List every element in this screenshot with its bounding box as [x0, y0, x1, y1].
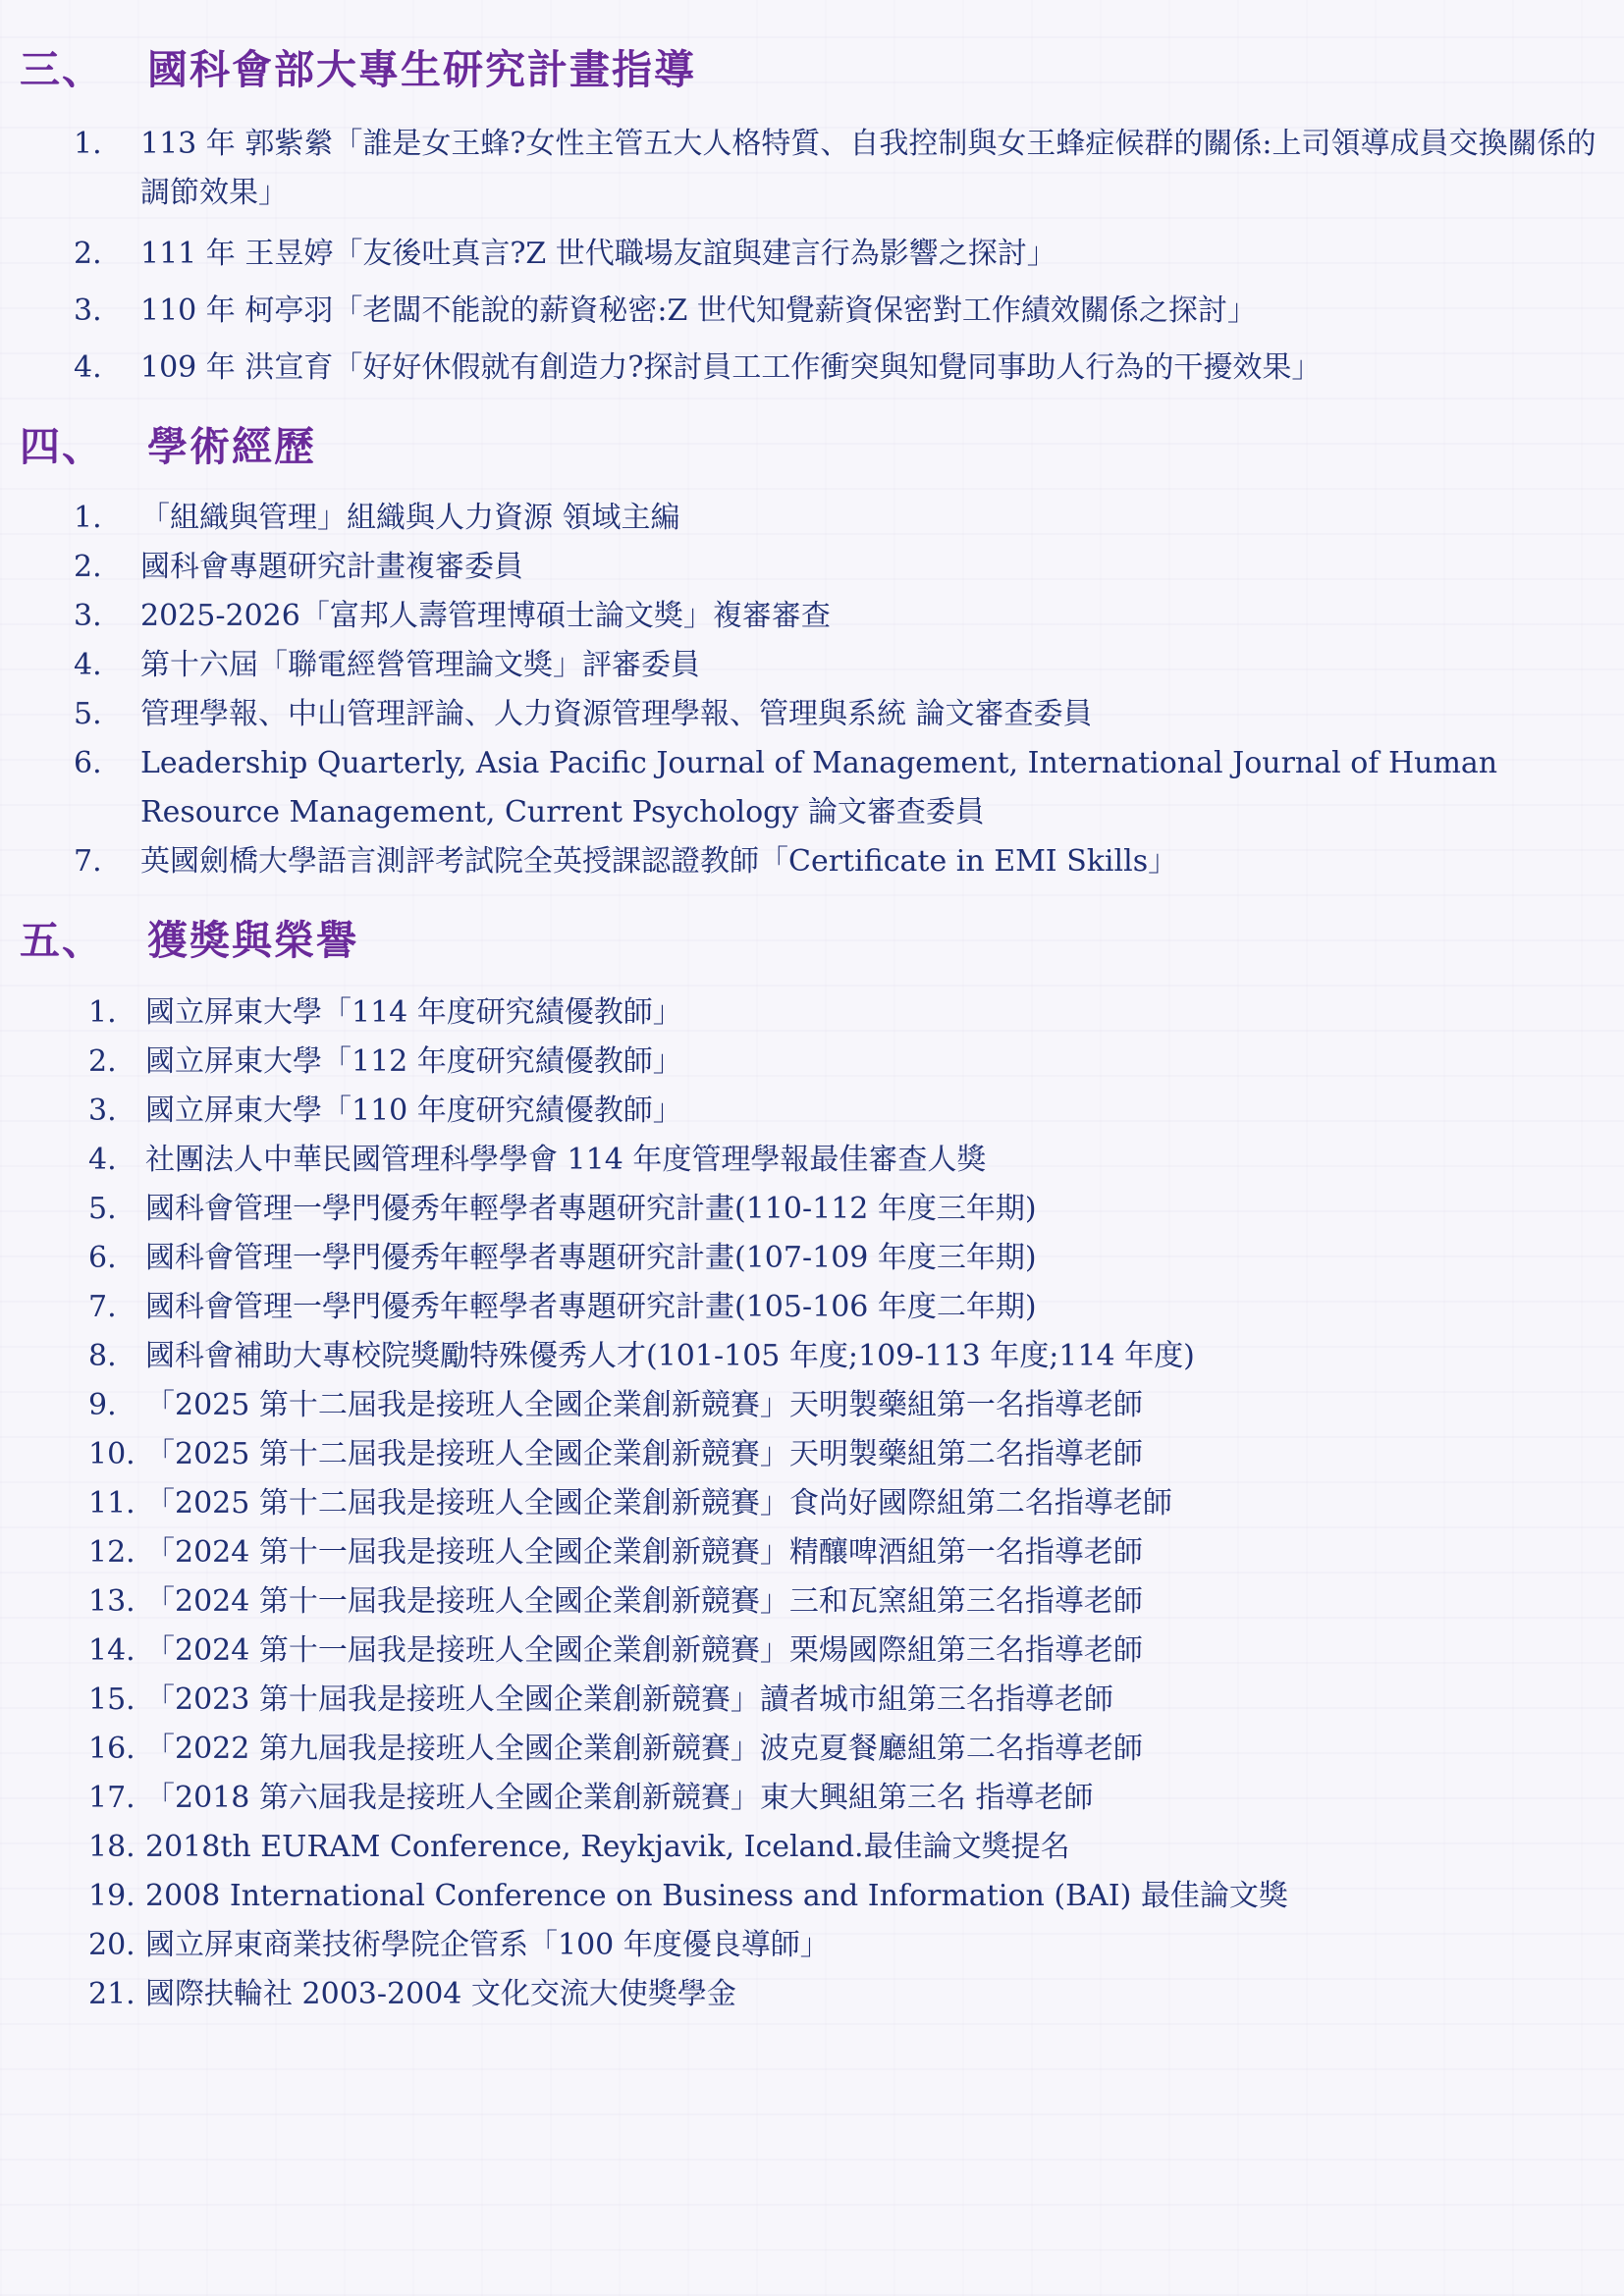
list-item — [88, 1676, 1610, 1725]
section-title: 獲獎與榮譽 — [147, 917, 358, 964]
item-text: 「2024 第十一屆我是接班人全國企業創新競賽」栗煬國際組第三名指導老師 — [145, 1633, 1143, 1668]
item-number: 3. — [74, 294, 102, 328]
section-number: 五、 — [20, 917, 104, 964]
section-title: 學術經歷 — [147, 423, 316, 470]
item-number: 14. — [88, 1633, 135, 1668]
item-number: 6. — [74, 746, 102, 780]
item-text: 「2025 第十二屆我是接班人全國企業創新競賽」食尚好國際組第二名指導老師 — [145, 1486, 1172, 1521]
list-item — [88, 1970, 1610, 2019]
item-text: 「2022 第九屆我是接班人全國企業創新競賽」波克夏餐廳組第二名指導老師 — [145, 1732, 1143, 1766]
section-number: 三、 — [20, 46, 104, 93]
item-number: 1. — [74, 127, 102, 161]
item-text: 「2024 第十一屆我是接班人全國企業創新競賽」三和瓦窯組第三名指導老師 — [145, 1584, 1143, 1619]
item-number: 10. — [88, 1437, 135, 1471]
list-item — [74, 543, 1615, 592]
list-item — [88, 1136, 1610, 1185]
item-number: 9. — [88, 1388, 117, 1422]
list-item — [74, 120, 1615, 218]
item-text: 109 年 洪宣育「好好休假就有創造力?探討員工工作衝突與知覺同事助人行為的干擾效果」 — [140, 350, 1322, 385]
list-item — [88, 1038, 1610, 1087]
item-text: 國科會專題研究計畫複審委員 — [140, 550, 523, 584]
item-text: 國立屏東大學「114 年度研究績優教師」 — [145, 995, 682, 1030]
item-number: 18. — [88, 1830, 135, 1864]
section-heading-awards — [20, 908, 358, 966]
item-number: 19. — [88, 1879, 135, 1913]
list-item — [88, 1185, 1610, 1234]
item-number: 4. — [74, 648, 102, 682]
item-number: 20. — [88, 1928, 135, 1962]
item-number: 15. — [88, 1682, 135, 1717]
item-number: 7. — [74, 844, 102, 879]
item-number: 3. — [88, 1094, 117, 1128]
item-number: 13. — [88, 1584, 135, 1619]
list-item — [88, 1528, 1610, 1577]
item-text: 110 年 柯亭羽「老闆不能說的薪資秘密:Z 世代知覺薪資保密對工作績效關係之探討」 — [140, 294, 1257, 328]
item-number: 5. — [88, 1192, 117, 1226]
list-item — [74, 641, 1615, 690]
item-text: 「2025 第十二屆我是接班人全國企業創新競賽」天明製藥組第二名指導老師 — [145, 1437, 1143, 1471]
item-text: 113 年 郭紫縈「誰是女王蜂?女性主管五大人格特質、自我控制與女王蜂症候群的關係:上司領導成員交換關係的調節效果」 — [140, 127, 1597, 210]
list-item — [74, 287, 1615, 336]
list-item — [74, 494, 1615, 543]
item-text: 「2018 第六屆我是接班人全國企業創新競賽」東大興組第三名 指導老師 — [145, 1781, 1094, 1815]
item-text: 111 年 王昱婷「友後吐真言?Z 世代職場友誼與建言行為影響之探討」 — [140, 237, 1056, 271]
item-number: 8. — [88, 1339, 117, 1373]
item-text: 國科會管理一學門優秀年輕學者專題研究計畫(105-106 年度二年期) — [145, 1290, 1037, 1324]
item-text: 「組織與管理」組織與人力資源 領域主編 — [140, 501, 680, 535]
list-item — [88, 1479, 1610, 1528]
item-text: 「2024 第十一屆我是接班人全國企業創新競賽」精釀啤酒組第一名指導老師 — [145, 1535, 1143, 1570]
list-item — [88, 1332, 1610, 1381]
section-heading-supervision — [20, 37, 696, 95]
section-heading-academic — [20, 414, 316, 472]
list-item — [74, 739, 1615, 837]
list-item — [88, 1381, 1610, 1430]
item-number: 5. — [74, 697, 102, 731]
section-number: 四、 — [20, 423, 104, 470]
list-item — [88, 1725, 1610, 1774]
item-number: 2. — [74, 237, 102, 271]
section-title: 國科會部大專生研究計畫指導 — [147, 46, 696, 93]
list-item — [74, 690, 1615, 739]
list-item — [88, 1283, 1610, 1332]
list-item — [74, 592, 1615, 641]
item-number: 21. — [88, 1977, 135, 2011]
item-text: 2025-2026「富邦人壽管理博碩士論文獎」複審審查 — [140, 599, 831, 633]
item-number: 1. — [88, 995, 117, 1030]
item-number: 11. — [88, 1486, 135, 1521]
item-text: 國科會管理一學門優秀年輕學者專題研究計畫(107-109 年度三年期) — [145, 1241, 1037, 1275]
item-text: 2018th EURAM Conference, Reykjavik, Iceland.最佳論文獎提名 — [145, 1830, 1070, 1864]
list-item — [88, 1430, 1610, 1479]
list-item — [88, 1087, 1610, 1136]
item-number: 4. — [88, 1143, 117, 1177]
item-text: 社團法人中華民國管理科學學會 114 年度管理學報最佳審查人獎 — [145, 1143, 987, 1177]
item-text: 國立屏東大學「112 年度研究績優教師」 — [145, 1044, 682, 1079]
item-text: 英國劍橋大學語言測評考試院全英授課認證教師「Certificate in EMI Skills」 — [140, 844, 1178, 879]
item-number: 2. — [88, 1044, 117, 1079]
item-text: 國立屏東大學「110 年度研究績優教師」 — [145, 1094, 682, 1128]
item-text: 「2025 第十二屆我是接班人全國企業創新競賽」天明製藥組第一名指導老師 — [145, 1388, 1143, 1422]
item-text: 國科會補助大專校院獎勵特殊優秀人才(101-105 年度;109-113 年度;114 年度) — [145, 1339, 1195, 1373]
item-number: 6. — [88, 1241, 117, 1275]
item-number: 7. — [88, 1290, 117, 1324]
list-item — [74, 837, 1615, 886]
item-text: 2008 International Conference on Business and Information (BAI) 最佳論文獎 — [145, 1879, 1288, 1913]
list-item — [74, 230, 1615, 279]
list-item — [88, 1823, 1610, 1872]
list-item — [88, 1774, 1610, 1823]
list-item — [88, 988, 1610, 1038]
item-number: 17. — [88, 1781, 135, 1815]
item-text: 國際扶輪社 2003-2004 文化交流大使獎學金 — [145, 1977, 736, 2011]
item-text: 國科會管理一學門優秀年輕學者專題研究計畫(110-112 年度三年期) — [145, 1192, 1037, 1226]
list-item — [88, 1921, 1610, 1970]
item-number: 4. — [74, 350, 102, 385]
list-item — [88, 1872, 1610, 1921]
item-text: 「2023 第十屆我是接班人全國企業創新競賽」讀者城市組第三名指導老師 — [145, 1682, 1113, 1717]
list-item — [88, 1234, 1610, 1283]
item-number: 3. — [74, 599, 102, 633]
item-number: 16. — [88, 1732, 135, 1766]
item-number: 12. — [88, 1535, 135, 1570]
list-item — [88, 1577, 1610, 1627]
list-item — [88, 1627, 1610, 1676]
item-number: 2. — [74, 550, 102, 584]
list-item — [74, 344, 1615, 393]
item-text: 國立屏東商業技術學院企管系「100 年度優良導師」 — [145, 1928, 830, 1962]
item-number: 1. — [74, 501, 102, 535]
item-text: Leadership Quarterly, Asia Pacific Journal of Management, International Journal of Human Resource Management, Current Psychology 論文審查委員 — [140, 746, 1498, 829]
item-text: 管理學報、中山管理評論、人力資源管理學報、管理與系統 論文審查委員 — [140, 697, 1093, 731]
item-text: 第十六屆「聯電經營管理論文獎」評審委員 — [140, 648, 700, 682]
